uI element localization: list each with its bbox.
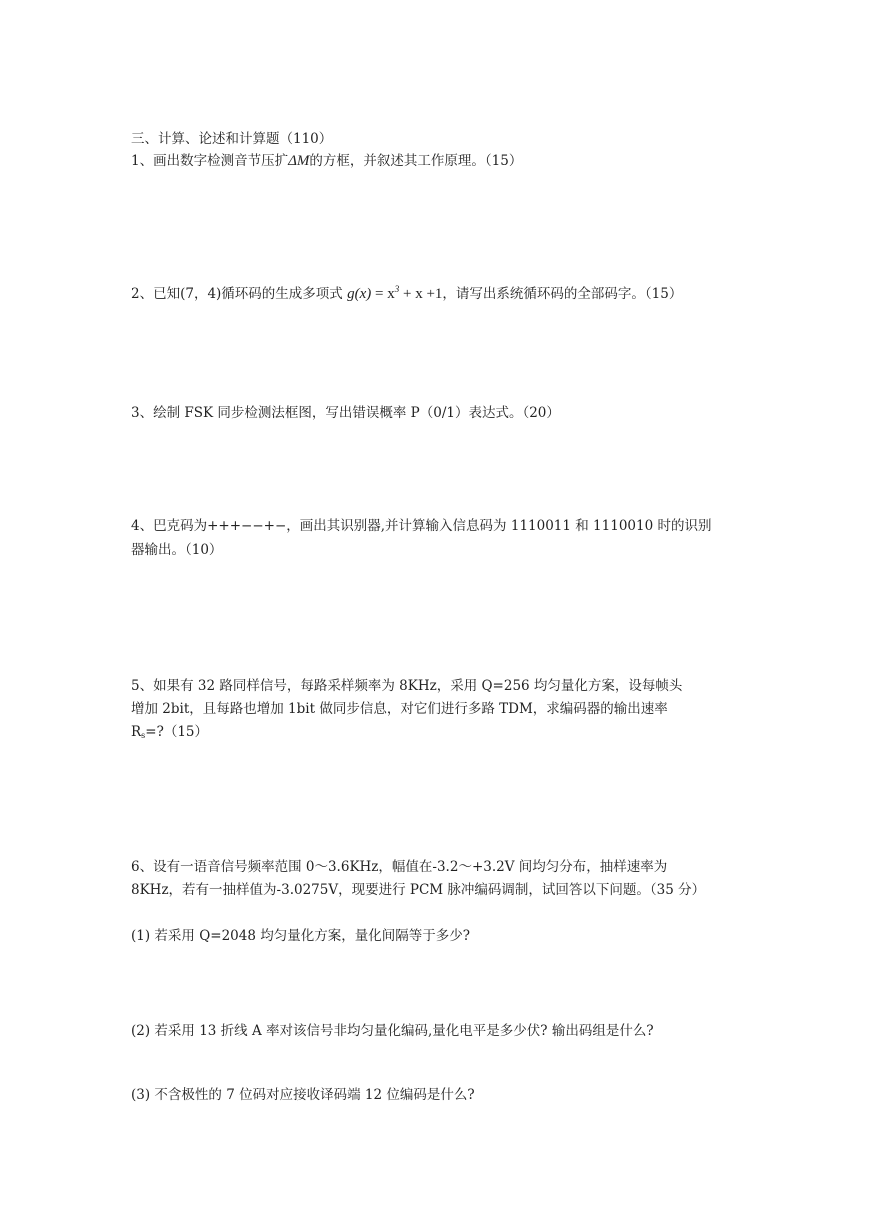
question-1-tail: 的方框，并叙述其工作原理。（15） [309,153,523,169]
question-5-line-2: 增加 2bit，且每路也增加 1bit 做同步信息，对它们进行多路 TDM，求编码器的输出速率 [131,701,668,717]
question-6-line-2: 8KHz，若有一抽样值为-3.0275V，现要进行 PCM 脉冲编码调制，试回答以下问题。（35 分） [131,882,706,898]
question-4-line-1: 4、巴克码为+++−−+−，画出其识别器,并计算输入信息码为 1110011 和 1110010 时的识别 [131,518,712,534]
question-1-text: 1、画出数字检测音节压扩 [131,153,289,169]
question-2-text: 2、已知(7，4)循环码的生成多项式 [131,286,343,302]
question-6-sub-2: (2) 若采用 13 折线 A 率对该信号非均匀量化编码,量化电平是多少伏? 输出码组是什么? [131,1023,654,1039]
question-3: 3、绘制 FSK 同步检测法框图，写出错误概率 P（0/1）表达式。（20） [131,405,560,421]
question-4-line-2: 器输出。（10） [131,542,223,558]
question-1 [131,150,739,172]
question-6-sub-3: (3) 不含极性的 7 位码对应接收译码端 12 位编码是什么? [131,1087,475,1103]
question-2-tail: ，请写出系统循环码的全部码字。（15） [442,286,683,302]
section-title: 三、计算、论述和计算题（110） [131,131,333,147]
question-2 [131,278,739,305]
question-5-line-3: Rs=?（15） [131,724,209,740]
question-6-line-1: 6、设有一语音信号频率范围 0～3.6KHz，幅值在-3.2～+3.2V 间均匀分布，抽样速率为 [131,859,668,875]
question-6-sub-1: (1) 若采用 Q=2048 均匀量化方案，量化间隔等于多少? [131,928,470,944]
generator-polynomial: $g(x) = x^3 + x +1$ [347,284,443,302]
delta-m-formula: ΔM [288,153,310,169]
question-5-line-1: 5、如果有 32 路同样信号，每路采样频率为 8KHz，采用 Q=256 均匀量化方案，设每帧头 [131,678,683,694]
